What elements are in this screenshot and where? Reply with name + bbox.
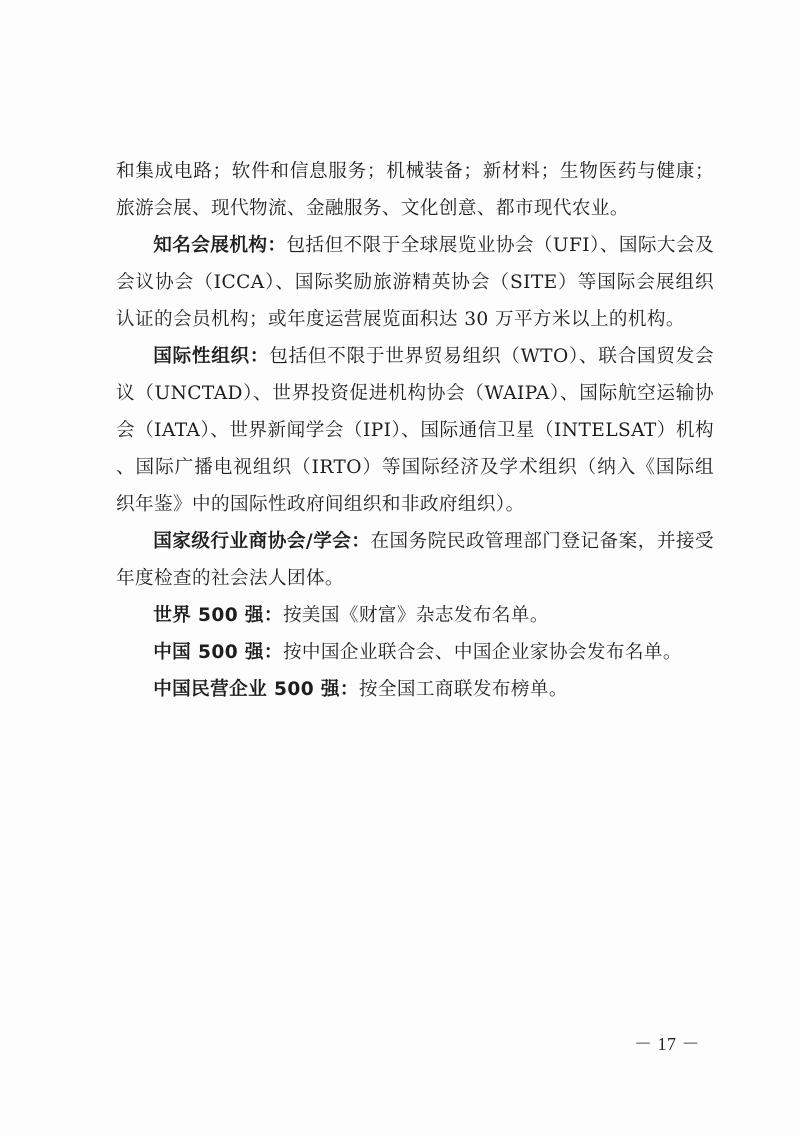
paragraph-china-top-500 [116,634,714,671]
paragraph-text: 按中国企业联合会、中国企业家协会发布名单。 [282,642,682,663]
term-label: 世界 500 强： [153,605,283,626]
paragraph-industries-continued [116,153,714,227]
paragraph-text: 和集成电路；软件和信息服务；机械装备；新材料；生物医药与健康；旅游会展、现代物流、金融服务、文化创意、都市现代农业。 [116,161,714,219]
term-label: 国际性组织： [153,346,270,367]
page-number: － 17 － [634,1034,700,1054]
paragraph-text: 包括但不限于世界贸易组织（WTO）、联合国贸发会议（UNCTAD）、世界投资促进机构协会（WAIPA）、国际航空运输协会（IATA）、世界新闻学会（IPI）、国际通信卫星（INTELSAT）机构、国际广播电视组织（IRTO）等国际经济及学术组织（纳入《国际组织年鉴》中的国际性政府间组织和非政府组织）。 [116,346,715,515]
paragraph-international-organizations [116,338,714,523]
paragraph-fortune-global-500 [116,597,714,634]
term-label: 国家级行业商协会/学会： [153,531,371,552]
term-label: 中国民营企业 500 强： [153,679,359,700]
term-label: 中国 500 强： [153,642,283,663]
paragraph-national-associations [116,523,714,597]
paragraph-china-private-top-500 [116,671,714,708]
document-body [116,153,714,708]
paragraph-text: 在国务院民政管理部门登记备案，并接受年度检查的社会法人团体。 [116,531,714,589]
paragraph-exhibition-organizations [116,227,714,338]
paragraph-text: 按美国《财富》杂志发布名单。 [282,605,549,626]
paragraph-text: 按全国工商联发布榜单。 [358,679,568,700]
term-label: 知名会展机构： [153,235,287,256]
paragraph-text: 包括但不限于全球展览业协会（UFI）、国际大会及会议协会（ICCA）、国际奖励旅游精英协会（SITE）等国际会展组织认证的会员机构；或年度运营展览面积达 30 万平方米以上的机构。 [116,235,714,330]
